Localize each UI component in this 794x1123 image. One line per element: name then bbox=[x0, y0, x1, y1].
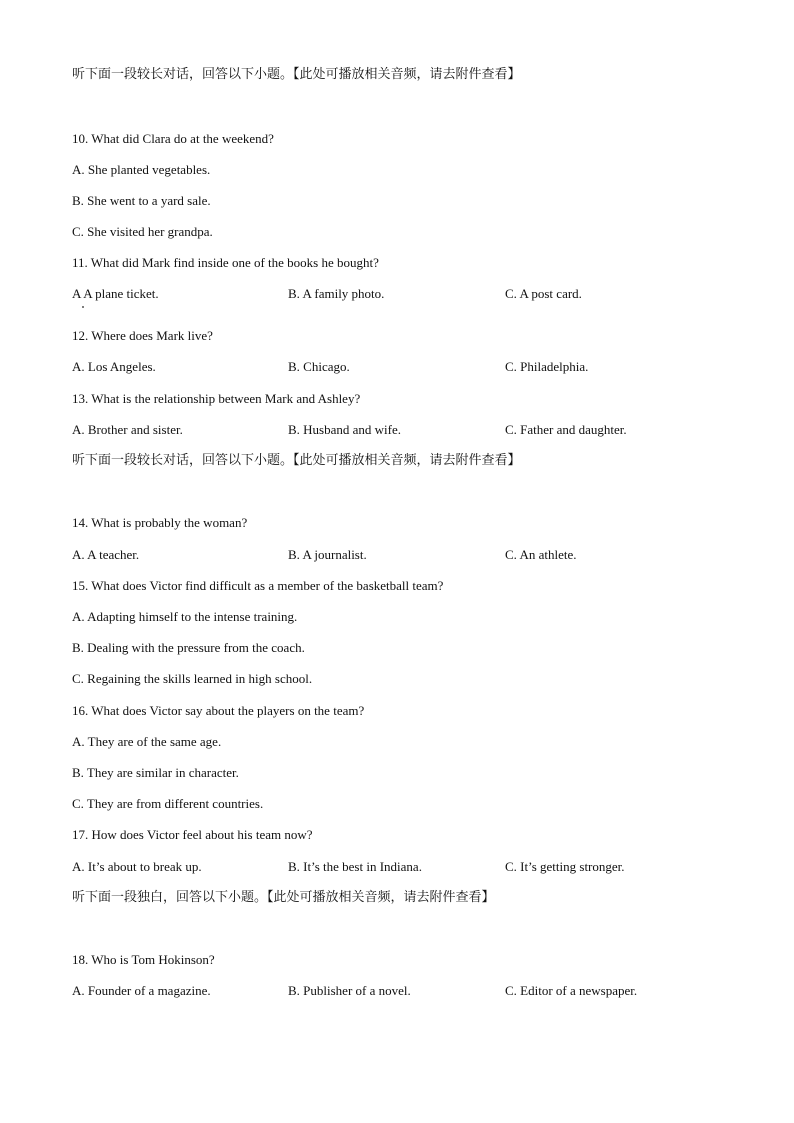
question-13: 13. What is the relationship between Mark and Ashley? bbox=[72, 391, 361, 406]
option-18-b: B. Publisher of a novel. bbox=[288, 983, 411, 998]
options-row-18 bbox=[72, 983, 712, 999]
option-16-c: C. They are from different countries. bbox=[72, 796, 264, 811]
option-15-c: C. Regaining the skills learned in high school. bbox=[72, 671, 313, 686]
question-12: 12. Where does Mark live? bbox=[72, 328, 213, 343]
option-16-a: A. They are of the same age. bbox=[72, 734, 222, 749]
option-14-a: A. A teacher. bbox=[72, 547, 140, 562]
question-15: 15. What does Victor find difficult as a member of the basketball team? bbox=[72, 578, 444, 593]
instruction-2: 听下面一段较长对话，回答以下小题。【此处可播放相关音频，请去附件查看】 bbox=[72, 453, 521, 468]
options-row-11 bbox=[72, 286, 712, 302]
option-10-b: B. She went to a yard sale. bbox=[72, 193, 211, 208]
options-row-14 bbox=[72, 547, 712, 563]
option-10-a: A. She planted vegetables. bbox=[72, 162, 211, 177]
option-13-c: C. Father and daughter. bbox=[505, 422, 627, 437]
option-15-b: B. Dealing with the pressure from the coach. bbox=[72, 640, 305, 655]
option-17-b: B. It’s the best in Indiana. bbox=[288, 859, 422, 874]
question-14: 14. What is probably the woman? bbox=[72, 515, 248, 530]
option-12-b: B. Chicago. bbox=[288, 359, 350, 374]
instruction-1: 听下面一段较长对话，回答以下小题。【此处可播放相关音频，请去附件查看】 bbox=[72, 67, 521, 82]
options-row-17 bbox=[72, 859, 712, 875]
option-18-c: C. Editor of a newspaper. bbox=[505, 983, 638, 998]
option-17-c: C. It’s getting stronger. bbox=[505, 859, 625, 874]
option-11-b: B. A family photo. bbox=[288, 286, 385, 301]
option-11-c: C. A post card. bbox=[505, 286, 582, 301]
option-11-a: A A plane ticket. bbox=[72, 286, 159, 301]
question-10: 10. What did Clara do at the weekend? bbox=[72, 131, 274, 146]
question-16: 16. What does Victor say about the players on the team? bbox=[72, 703, 365, 718]
option-12-c: C. Philadelphia. bbox=[505, 359, 589, 374]
option-14-c: C. An athlete. bbox=[505, 547, 577, 562]
option-15-a: A. Adapting himself to the intense training. bbox=[72, 609, 298, 624]
option-13-b: B. Husband and wife. bbox=[288, 422, 402, 437]
options-row-12 bbox=[72, 359, 712, 375]
option-16-b: B. They are similar in character. bbox=[72, 765, 239, 780]
option-14-b: B. A journalist. bbox=[288, 547, 367, 562]
stray-dot bbox=[82, 306, 84, 308]
option-13-a: A. Brother and sister. bbox=[72, 422, 183, 437]
question-11: 11. What did Mark find inside one of the books he bought? bbox=[72, 255, 379, 270]
option-12-a: A. Los Angeles. bbox=[72, 359, 156, 374]
question-18: 18. Who is Tom Hokinson? bbox=[72, 952, 215, 967]
question-17: 17. How does Victor feel about his team now? bbox=[72, 827, 313, 842]
options-row-13 bbox=[72, 422, 712, 438]
option-18-a: A. Founder of a magazine. bbox=[72, 983, 211, 998]
option-10-c: C. She visited her grandpa. bbox=[72, 224, 213, 239]
option-17-a: A. It’s about to break up. bbox=[72, 859, 202, 874]
instruction-3: 听下面一段独白，回答以下小题。【此处可播放相关音频，请去附件查看】 bbox=[72, 890, 495, 905]
